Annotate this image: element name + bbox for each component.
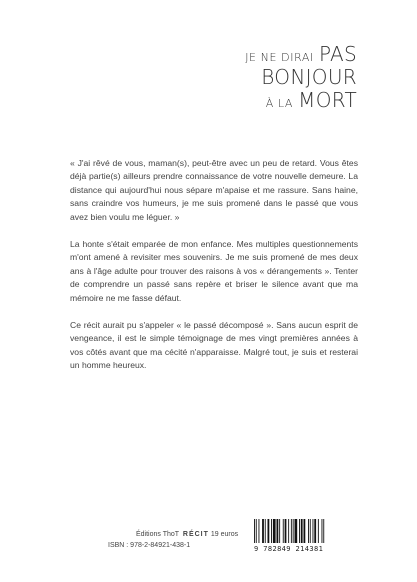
book-title (245, 44, 357, 113)
barcode-icon (254, 519, 350, 543)
back-cover-text (70, 157, 358, 387)
title-line-3 (245, 90, 357, 110)
publisher-name: Éditions ThoT (136, 531, 179, 538)
title-line-2-big: BONJOUR (261, 65, 357, 89)
title-line-3-small: À LA (265, 97, 294, 110)
isbn-label: ISBN : 978-2-84921-438-1 (108, 542, 191, 549)
title-line-2 (245, 67, 357, 87)
paragraph-2: La honte s'était emparée de mon enfance. Mes multiples questionnements m'ont amené à revisiter mes souvenirs. Je me suis promené de mes deux ans à l'âge adulte pour trouver des raisons à vos « dérangements ». Tenter de comprendre un passé sans repère et briser le silence avant que ma mémoire ne me fasse défaut. (70, 239, 358, 303)
barcode-digits: 9 782849 214381 (254, 545, 324, 553)
collection-name: RÉCIT (182, 531, 209, 538)
price: 19 euros (210, 531, 239, 538)
title-line-1-small: JE NE DIRAI (245, 51, 314, 64)
title-line-1-big: PAS (318, 42, 357, 66)
paragraph-quote: « J'ai rêvé de vous, maman(s), peut-être avec un peu de retard. Vous êtes déjà partie(s) ailleurs prendre connaissance de votre nouvelle demeure. La distance qui aujourd'hui nous sépare m'apaise et me rassure. Sans haine, sans craindre vos humeurs, je me suis promené dans le passé que vous avez bien voulu me léguer. » (70, 158, 358, 222)
title-line-3-big: MORT (298, 88, 357, 112)
title-line-1 (245, 44, 357, 64)
paragraph-3: Ce récit aurait pu s'appeler « le passé décomposé ». Sans aucun esprit de vengeance, il est le simple témoignage de mes vingt premières années à vos côtés avant que ma cécité n'apparaisse. Malgré tout, je suis et resterai un homme heureux. (70, 320, 358, 371)
